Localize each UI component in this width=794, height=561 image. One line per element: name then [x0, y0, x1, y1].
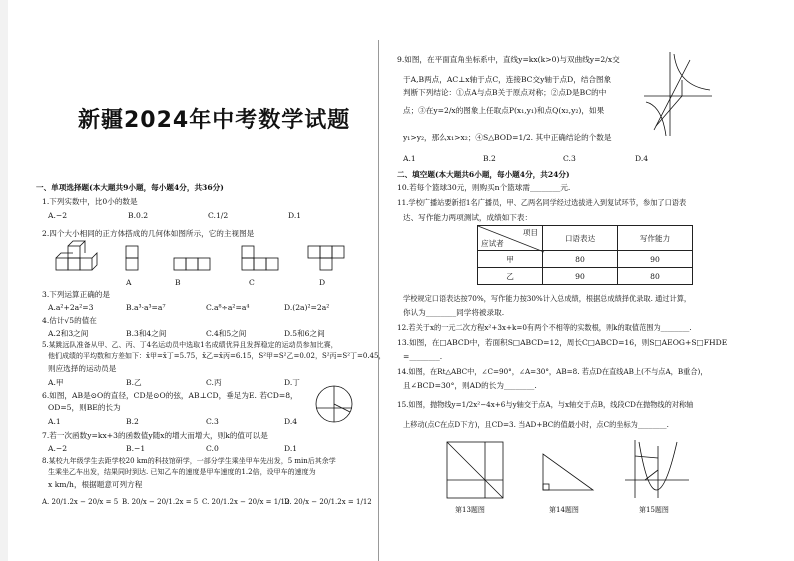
q4-option-a: A.2和3之间	[48, 329, 89, 338]
table-corner-cell	[478, 226, 543, 251]
table-header-item: 项目	[522, 228, 538, 237]
q2-cube-figures	[50, 240, 390, 280]
question-11-line-2: 达、写作能力两项测试，成绩如下表：	[403, 213, 533, 222]
q3-option-a: A.a²+2a²=3	[48, 303, 94, 312]
q5-option-c: C.丙	[206, 378, 222, 387]
question-11-line-3: 学校规定口语表达按70%，写作能力按30%计入总成绩，根据总成绩择优录取. 通过计算，	[403, 294, 692, 303]
q4-option-c: C.4和5之间	[206, 329, 247, 338]
question-5-line-3: 则应选择的运动员是	[48, 364, 117, 373]
q9-option-d: D.4	[635, 154, 649, 163]
q3-option-d: D.(2a)²=2a²	[284, 303, 330, 312]
question-8-line-3: x km/h，根据题意可列方程	[48, 480, 143, 489]
q7-option-c: C.0	[206, 444, 219, 453]
section-2-heading: 二、填空题(本大题共6小题，每小题4分，共24分)	[397, 170, 570, 179]
q9-hyperbola-figure	[644, 50, 714, 138]
q2-option-a: A	[126, 278, 132, 287]
q6-options	[48, 417, 297, 426]
fig13-caption: 第13题图	[455, 506, 485, 514]
q5-option-a: A.甲	[48, 378, 64, 387]
question-8-line-2: 生乘坐乙车出发，结果同时到达. 已知乙车的速度是甲车速度的1.2倍，设甲车的速度为	[48, 468, 316, 476]
question-8-line-1: 8.某校九年级学生去距学校20 km的科技馆研学，一部分学生乘坐甲车先出发，5 min后其余学	[42, 457, 336, 465]
question-11-line-4: 你认为________同学将被录取.	[403, 308, 505, 317]
q9-option-a: A.1	[403, 154, 416, 163]
q2-option-c: C	[249, 278, 255, 287]
q2-options	[126, 278, 325, 287]
fig15-parabola	[625, 438, 691, 500]
q6-option-b: B.2	[126, 417, 139, 426]
table-row	[478, 251, 693, 268]
q4-option-d: D.5和6之间	[284, 329, 325, 338]
table-header-who: 应试者	[481, 239, 504, 248]
q3-options	[48, 303, 329, 312]
question-9-line-3: 判断下列结论：①点A与点B关于原点对称；②点D是BC的中	[403, 88, 607, 97]
q4-options	[48, 328, 325, 339]
q8-option-b: B. 20/x − 20/1.2x = 5	[122, 498, 199, 506]
right-page	[397, 0, 794, 561]
fig14-caption: 第14题图	[549, 506, 579, 514]
question-5-line-1: 5.某跳远队准备从甲、乙、丙、丁4名运动员中选取1名成绩优异且发挥稳定的运动员参加比赛，	[42, 341, 338, 349]
q1-option-c: C.1/2	[208, 211, 229, 220]
section-1-heading: 一、单项选择题(本大题共9小题，每小题4分，共36分)	[36, 183, 224, 192]
fig14-right-triangle	[537, 450, 597, 498]
q2-option-d: D	[319, 278, 326, 287]
q7-options	[48, 444, 297, 453]
question-9-line-5: y₁>y₂，那么x₁>x₂；④S△BOD=1/2. 其中正确结论的个数是	[403, 133, 612, 142]
question-15-line-1: 15.如图，抛物线y=1/2x²−4x+6与y轴交于点A，与x轴交于点B，线段CD在抛物线的对称轴	[397, 400, 694, 409]
fig13-parallelogram	[443, 438, 507, 502]
q1-option-a: A.−2	[48, 211, 68, 220]
exam-title: 新疆2024年中考数学试题	[78, 108, 351, 133]
question-6-line-2: OD=5，则BE的长为	[48, 403, 121, 412]
question-4: 4.估计√5的值在	[42, 316, 97, 325]
question-12: 12.若关于x的一元二次方程x²+3x+k=0有两个不相等的实数根，则k的取值范围为________.	[397, 323, 692, 332]
table-row	[478, 268, 693, 285]
q6-option-d: D.4	[284, 417, 298, 426]
question-15-line-2: 上移动(点C在点D下方)，且CD=3. 当AD+BC的值最小时，点C的坐标为________.	[403, 420, 669, 429]
q4-option-b: B.3和4之间	[126, 329, 167, 338]
table-cell: 90	[543, 268, 618, 285]
q8-options	[42, 498, 372, 506]
question-13-line-1: 13.如图，在□ABCD中，若面积S□ABCD=12，周长C□ABCD=16，则S□AEOG+S□FHDE	[397, 338, 728, 347]
question-9-line-4: 点；③在y=2/x的图象上任取点P(x₁,y₁)和点Q(x₂,y₂)，如果	[403, 106, 605, 115]
q6-option-c: C.3	[206, 417, 219, 426]
q6-circle-figure	[312, 382, 356, 426]
question-11-line-1: 11.学校广播站要新招1名广播员，甲、乙两名同学经过选拔进入到复试环节，参加了口语表	[397, 198, 687, 207]
question-2: 2.四个大小相同的正方体搭成的几何体如图所示，它的主视图是	[42, 229, 255, 238]
table-col-speaking: 口语表达	[543, 226, 618, 251]
q1-options	[48, 211, 301, 220]
fig15-caption: 第15题图	[639, 506, 669, 514]
table-cell: 80	[543, 251, 618, 268]
q8-option-c: C. 20/1.2x − 20/x = 1/12	[202, 498, 290, 506]
question-9-line-2: 于A,B两点，AC⊥x轴于点C，连接BC交y轴于点D，结合图象	[403, 75, 612, 84]
q6-option-a: A.1	[48, 417, 61, 426]
q8-option-a: A. 20/1.2x − 20/x = 5	[42, 498, 119, 506]
question-10: 10.若每个篮球30元，则购买n个篮球需________元.	[397, 183, 571, 192]
q5-options	[48, 377, 300, 388]
score-table	[477, 225, 693, 285]
table-cell: 80	[618, 268, 693, 285]
q7-option-d: D.1	[284, 444, 298, 453]
q3-option-c: C.a⁸÷a²=a⁴	[206, 303, 250, 312]
question-1: 1.下列实数中，比0小的数是	[42, 197, 138, 206]
q7-option-b: B.−1	[126, 444, 146, 453]
q7-option-a: A.−2	[48, 444, 68, 453]
q3-option-b: B.a³·a³=a⁷	[126, 303, 166, 312]
table-row-name: 甲	[478, 251, 543, 268]
q8-option-d: D. 20/x − 20/1.2x = 1/12	[284, 498, 372, 506]
table-cell: 90	[618, 251, 693, 268]
question-3: 3.下列运算正确的是	[42, 290, 110, 299]
question-9-line-1: 9.如图，在平面直角坐标系中，直线y=kx(k>0)与双曲线y=2/x交	[397, 55, 620, 64]
q5-option-b: B.乙	[126, 378, 142, 387]
q9-option-b: B.2	[483, 154, 496, 163]
q9-option-c: C.3	[563, 154, 576, 163]
q1-option-d: D.1	[288, 211, 302, 220]
q5-option-d: D.丁	[284, 378, 300, 387]
question-14-line-2: 且∠BCD=30°，则AD的长为________.	[403, 381, 537, 390]
question-5-line-2: 他们成绩的平均数和方差如下：x̄甲=x̄丁=5.75，x̄乙=x̄丙=6.15，S²甲=S²乙=0.02，S²丙=S²丁=0.45，	[48, 352, 386, 360]
q2-option-b: B	[175, 278, 181, 287]
question-7: 7.若一次函数y=kx+3的函数值y随x的增大而增大，则k的值可以是	[42, 431, 268, 440]
question-13-line-2: =________.	[403, 352, 443, 361]
question-6-line-1: 6.如图，AB是⊙O的直径，CD是⊙O的弦，AB⊥CD，垂足为E. 若CD=8，	[42, 391, 298, 400]
table-row-name: 乙	[478, 268, 543, 285]
question-14-line-1: 14.如图，在Rt△ABC中，∠C=90°，∠A=30°，AB=8. 若点D在直线AB上(不与点A，B重合)，	[397, 367, 708, 376]
q1-option-b: B.0.2	[128, 211, 149, 220]
table-col-writing: 写作能力	[618, 226, 693, 251]
q9-options	[403, 154, 648, 163]
